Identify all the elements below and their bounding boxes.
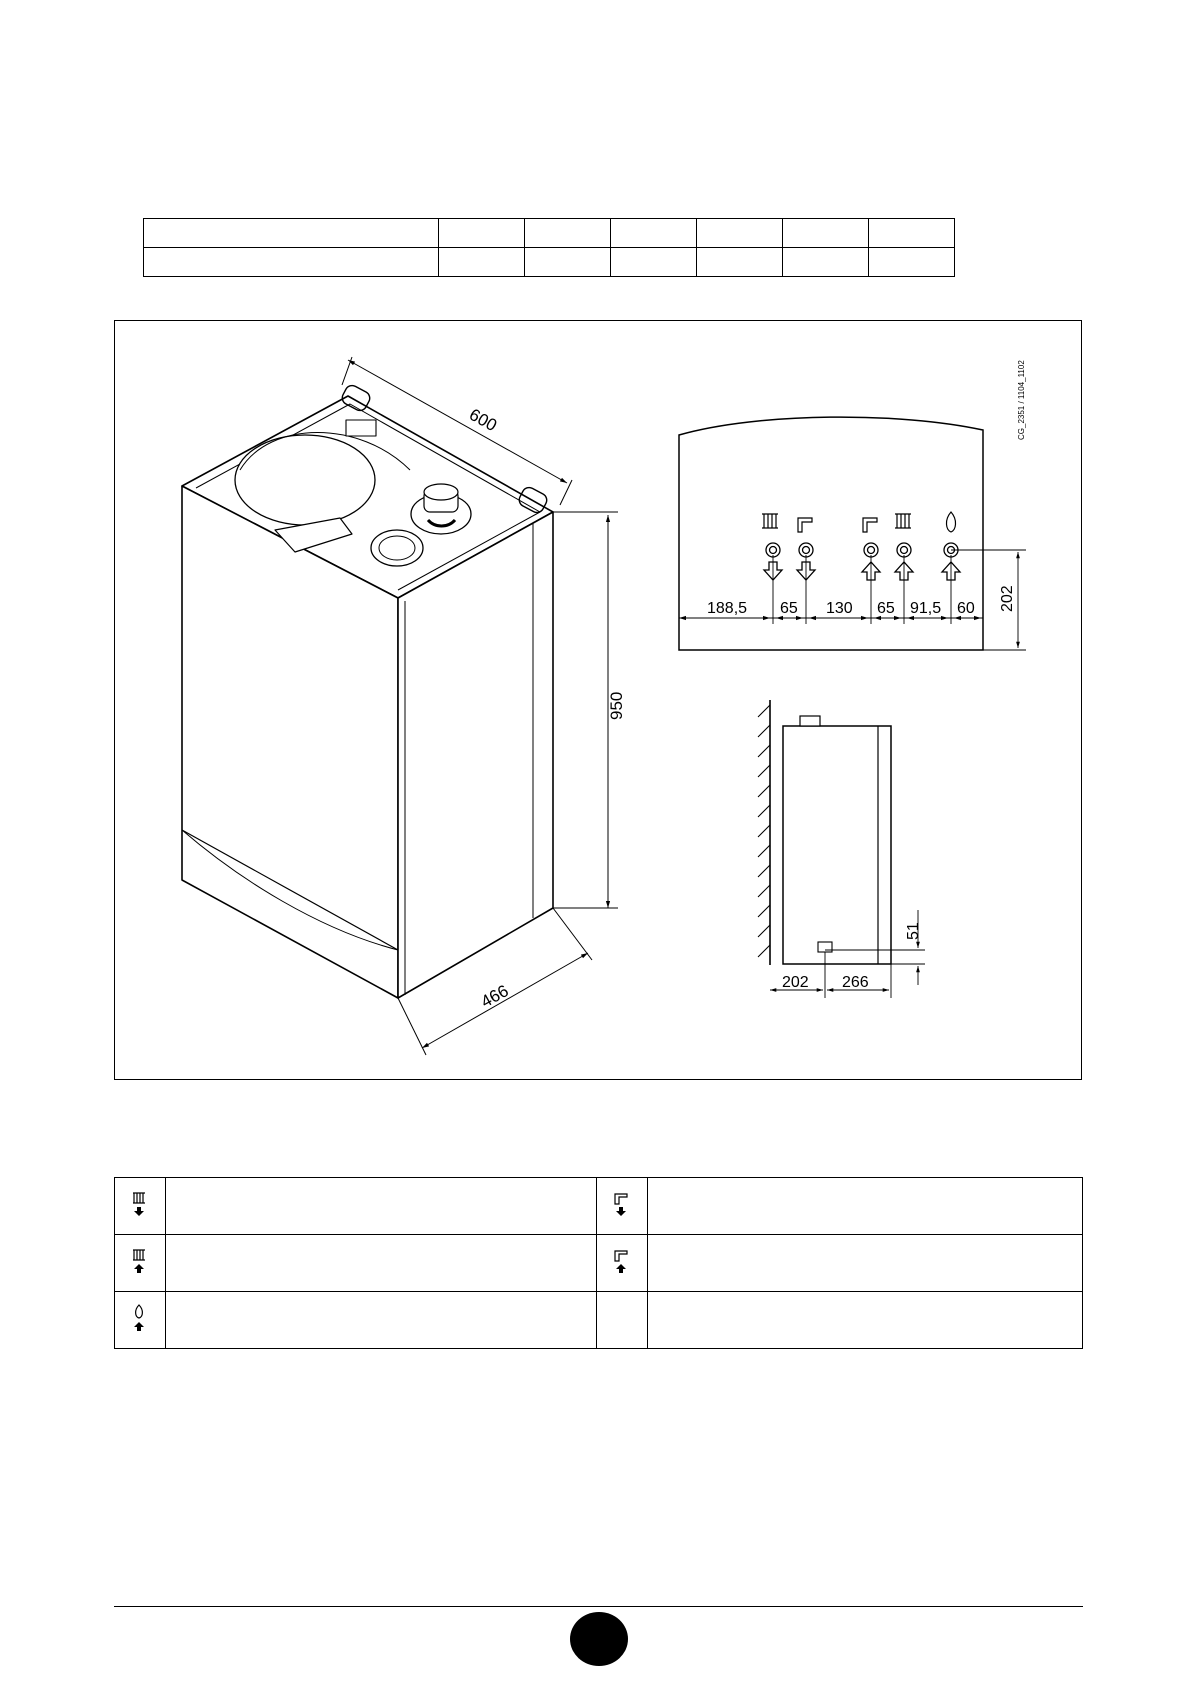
dim-label: 266 (842, 974, 869, 991)
dim-label: 202 (782, 974, 809, 991)
dim-label: 65 (780, 600, 798, 617)
isometric-boiler (182, 383, 553, 998)
tap-outlet-icon (612, 1191, 632, 1217)
legend-table (114, 1177, 1083, 1349)
dim-label: 65 (877, 600, 895, 617)
drawing-code: CG_2351 / 1104_1102 (1017, 360, 1026, 440)
gas-inlet-icon (130, 1304, 150, 1332)
footer-rule (114, 1606, 1083, 1607)
tap-inlet-icon (612, 1248, 632, 1274)
radiator-outlet-icon (130, 1191, 150, 1217)
table-row (115, 1292, 1083, 1349)
dim-label: 130 (826, 600, 853, 617)
table-row (115, 1178, 1083, 1235)
iso-depth-label: 466 (477, 981, 512, 1012)
iso-width-label: 600 (466, 404, 501, 436)
side-view (758, 700, 925, 998)
iso-height-label: 950 (607, 691, 626, 720)
table-row (115, 1235, 1083, 1292)
page-number-badge (570, 1612, 628, 1666)
dim-label: 188,5 (707, 600, 748, 617)
dim-label: 51 (905, 922, 922, 940)
radiator-return-icon (130, 1248, 150, 1274)
dim-label: 91,5 (910, 600, 942, 617)
dim-label: 202 (999, 585, 1016, 612)
dim-label: 60 (957, 600, 975, 617)
